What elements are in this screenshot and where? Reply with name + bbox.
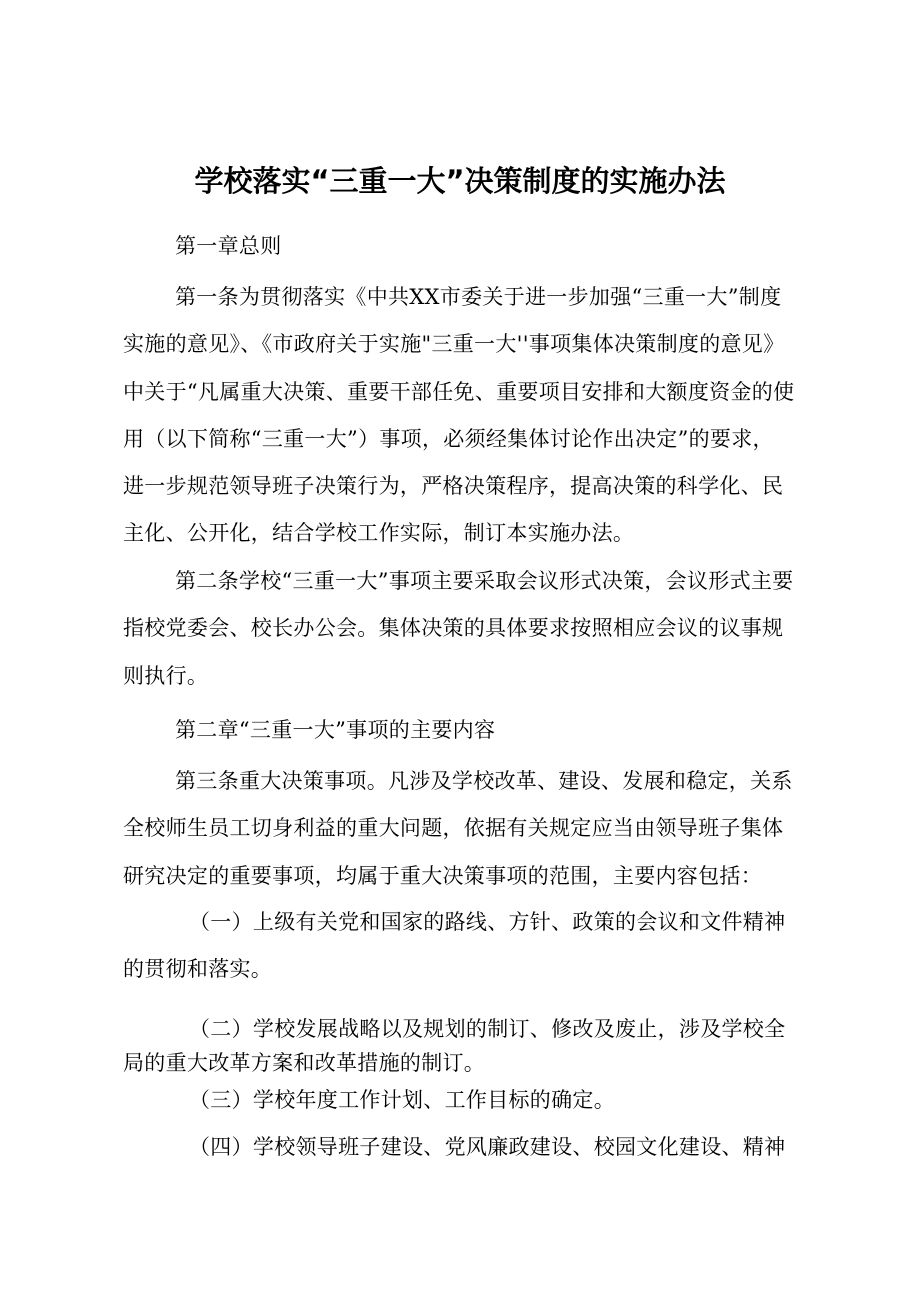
- article-1-paragraph: 第一条为贯彻落实《中共XX市委关于进一步加强“三重一大”制度实施的意见》、《市政府关于实施"三重一大''事项集体决策制度的意见》中关于“凡属重大决策、重要干部任免、重要项目安排和大额度资金的使用（以下简称“三重一大”）事项，必须经集体讨论作出决定”的要求，进一步规范领导班子决策行为，严格决策程序，提高决策的科学化、民主化、公开化，结合学校工作实际，制订本实施办法。: [123, 285, 795, 546]
- document-title: 学校落实“三重一大”决策制度的实施办法: [194, 164, 726, 198]
- chapter-2-heading: 第二章“三重一大”事项的主要内容: [175, 718, 496, 742]
- list-item-4: （四）学校领导班子建设、党风廉政建设、校园文化建设、精神: [189, 1135, 786, 1159]
- article-2-paragraph: 第二条学校“三重一大”事项主要采取会议形式决策，会议形式主要指校党委会、校长办公会。集体决策的具体要求按照相应会议的议事规则执行。: [123, 569, 794, 688]
- article-3-paragraph: 第三条重大决策事项。凡涉及学校改革、建设、发展和稳定，关系全校师生员工切身利益的重大问题，依据有关规定应当由领导班子集体研究决定的重要事项，均属于重大决策事项的范围，主要内容包括：: [123, 769, 793, 888]
- list-item-3: （三）学校年度工作计划、工作目标的确定。: [189, 1088, 615, 1112]
- list-item-1: （一）上级有关党和国家的路线、方针、政策的会议和文件精神的贯彻和落实。: [123, 910, 786, 982]
- chapter-1-heading: 第一章总则: [175, 234, 282, 258]
- list-item-2: （二）学校发展战略以及规划的制订、修改及废止，涉及学校全局的重大改革方案和改革措施的制订。: [123, 1017, 786, 1075]
